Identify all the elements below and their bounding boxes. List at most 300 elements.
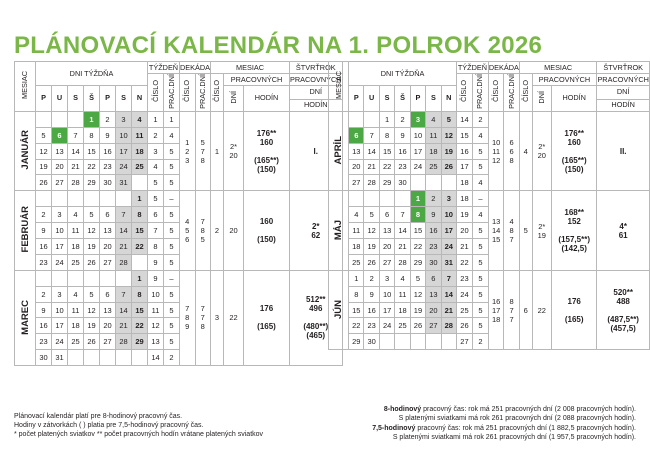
day-cell: 11 — [395, 286, 410, 302]
day-cell: 5 — [410, 270, 425, 286]
summary-text-line: 6 — [509, 137, 514, 147]
week-workdays: 5 — [164, 254, 180, 270]
summary-text-line: 20 — [537, 151, 546, 161]
header-stvrtrok-dni: DNÍ — [290, 86, 343, 100]
week-number: 25 — [457, 302, 473, 318]
day-cell-empty — [379, 191, 394, 207]
month-hours — [552, 191, 597, 270]
month-number: 5 — [519, 191, 532, 270]
day-cell: 6 — [426, 270, 441, 286]
header-dekada-prac — [504, 74, 520, 112]
week-workdays: – — [164, 270, 180, 286]
decade-numbers — [180, 270, 196, 365]
day-cell: 28 — [68, 175, 84, 191]
summary-text-line — [552, 147, 596, 156]
day-cell-empty — [132, 254, 148, 270]
day-cell: 22 — [132, 318, 148, 334]
day-cell: 25 — [426, 159, 441, 175]
day-cell: 13 — [52, 143, 68, 159]
month-name — [329, 270, 349, 349]
summary-text-line: 2* — [538, 142, 546, 152]
header-day-5: S — [426, 86, 441, 112]
header-day-3: Š — [395, 86, 410, 112]
header-mesiac-cislo — [519, 74, 532, 112]
week-row — [15, 191, 343, 207]
week-row — [15, 111, 343, 127]
summary-line: S platenými sviatkami má rok 261 pracovných dní (2 088 pracovných hodín). — [398, 415, 636, 423]
day-cell: 18 — [395, 302, 410, 318]
day-cell: 24 — [379, 318, 394, 334]
header-mesiac-dni — [532, 86, 551, 112]
day-cell-empty — [441, 334, 456, 350]
month-name-text: MAREC — [19, 299, 31, 335]
header-mesiac-dni-text: DNÍ — [228, 91, 238, 104]
summary-text-line: 152 — [567, 217, 581, 227]
week-number: 14 — [457, 111, 473, 127]
day-cell: 22 — [349, 318, 364, 334]
week-number: 22 — [457, 254, 473, 270]
header-day-4: P — [100, 86, 116, 112]
summary-text-line — [552, 306, 596, 315]
month-name-text: JANUÁR — [19, 130, 31, 170]
day-cell: 19 — [84, 239, 100, 255]
header-mesiac-text: MESIAC — [20, 71, 29, 100]
header-dekada-cislo-text: ČÍSLO — [491, 80, 501, 103]
month-workdays — [532, 111, 551, 190]
day-cell: 2 — [100, 111, 116, 127]
day-cell-empty — [68, 191, 84, 207]
day-cell-empty — [84, 270, 100, 286]
day-cell: 8 — [132, 207, 148, 223]
day-cell-empty — [349, 111, 364, 127]
day-cell: 14 — [116, 223, 132, 239]
summary-text-line: 520** — [613, 287, 633, 297]
summary-text-line — [244, 147, 289, 156]
header-pracovnych: PRACOVNÝCH — [532, 74, 597, 86]
summary-text-line: 2* — [538, 221, 546, 231]
week-number: 14 — [148, 350, 164, 366]
day-cell: 26 — [36, 175, 52, 191]
day-cell: 21 — [364, 159, 379, 175]
header-tyzden-prac-text: PRAC.DNÍ — [475, 74, 485, 109]
day-cell: 2 — [36, 207, 52, 223]
summary-text-line: 512** — [305, 295, 326, 305]
day-cell: 27 — [379, 254, 394, 270]
header-mesiac — [15, 62, 36, 112]
summary-text-line: 8 — [509, 226, 514, 236]
day-cell: 7 — [116, 286, 132, 302]
day-cell: 23 — [426, 239, 441, 255]
summary-text-line: 7 — [185, 304, 190, 314]
day-cell: 1 — [84, 111, 100, 127]
month-name-text: FEBRUÁR — [19, 206, 31, 253]
week-workdays: – — [472, 191, 488, 207]
day-cell: 25 — [68, 334, 84, 350]
header-tyzden: TÝŽDEŇ — [457, 62, 488, 72]
summary-text-line: (465) — [306, 331, 326, 341]
week-workdays: 4 — [164, 127, 180, 143]
summary-text-line: 160 — [259, 217, 274, 227]
day-cell: 16 — [36, 318, 52, 334]
header-day-6: N — [132, 86, 148, 112]
quarter-summary — [597, 191, 650, 270]
summary-text-line: 10 — [491, 137, 501, 147]
header-mesiac-group: MESIAC — [211, 62, 290, 74]
week-row — [329, 191, 650, 207]
day-cell-empty — [426, 175, 441, 191]
page-title: PLÁNOVACÍ KALENDÁR NA 1. POLROK 2026 — [14, 32, 543, 59]
summary-text-line: 8 — [509, 296, 514, 306]
day-cell: 13 — [379, 223, 394, 239]
week-number: 6 — [148, 207, 164, 223]
summary-text-line: (150) — [257, 164, 276, 174]
day-cell: 7 — [395, 207, 410, 223]
header-day-1: U — [364, 86, 379, 112]
day-cell: 17 — [379, 302, 394, 318]
day-cell: 5 — [84, 286, 100, 302]
summary-text-line: 9 — [185, 322, 190, 332]
week-number: 3 — [148, 143, 164, 159]
day-cell: 1 — [132, 191, 148, 207]
day-cell: 29 — [410, 254, 425, 270]
summary-text-line: 7 — [200, 304, 205, 314]
quarter-summary — [597, 111, 650, 190]
summary-text-line: 61 — [618, 230, 628, 240]
header-mesiac-text: MESIAC — [333, 71, 343, 100]
header-stvrtrok-hodin: HODÍN — [290, 99, 343, 111]
day-cell: 19 — [84, 318, 100, 334]
day-cell: 21 — [116, 318, 132, 334]
day-cell: 2 — [364, 270, 379, 286]
day-cell: 28 — [116, 254, 132, 270]
decade-workdays — [195, 270, 211, 365]
day-cell: 11 — [68, 223, 84, 239]
day-cell-empty — [364, 111, 379, 127]
summary-text-line: 20 — [229, 226, 238, 236]
day-cell: 12 — [36, 143, 52, 159]
week-number: 4 — [148, 159, 164, 175]
day-cell: 8 — [132, 286, 148, 302]
day-cell: 25 — [68, 254, 84, 270]
day-cell: 19 — [36, 159, 52, 175]
header-day-0: P — [36, 86, 52, 112]
day-cell: 9 — [364, 286, 379, 302]
day-cell: 11 — [68, 302, 84, 318]
month-number: 6 — [519, 270, 532, 349]
day-cell: 8 — [349, 286, 364, 302]
day-cell: 12 — [84, 223, 100, 239]
summary-text-line — [597, 306, 649, 315]
month-name — [15, 270, 36, 365]
day-cell: 23 — [36, 254, 52, 270]
day-cell: 1 — [410, 191, 425, 207]
header-day-6: N — [441, 86, 456, 112]
summary-text-line: (150) — [564, 164, 584, 174]
summary-text-line: 19 — [537, 230, 546, 240]
day-cell: 14 — [68, 143, 84, 159]
day-cell: 24 — [52, 334, 68, 350]
day-cell: 4 — [395, 270, 410, 286]
day-cell-empty — [52, 111, 68, 127]
day-cell: 12 — [410, 286, 425, 302]
day-cell-empty — [84, 350, 100, 366]
day-cell: 27 — [100, 334, 116, 350]
week-workdays: 5 — [164, 286, 180, 302]
day-cell: 19 — [364, 239, 379, 255]
day-cell: 27 — [426, 318, 441, 334]
day-cell: 3 — [52, 286, 68, 302]
month-workdays — [224, 270, 244, 365]
summary-text-line: 4 — [509, 217, 514, 227]
summary-text-line: 8 — [200, 322, 205, 332]
decade-numbers — [488, 191, 504, 270]
day-cell-empty — [132, 350, 148, 366]
day-cell: 13 — [100, 302, 116, 318]
day-cell-empty — [116, 350, 132, 366]
week-workdays: 5 — [164, 207, 180, 223]
header-pracovnych-q: PRACOVNÝCH — [290, 74, 342, 84]
day-cell: 25 — [132, 159, 148, 175]
day-cell: 13 — [100, 223, 116, 239]
day-cell-empty — [395, 191, 410, 207]
day-cell-empty — [68, 350, 84, 366]
day-cell: 18 — [132, 143, 148, 159]
day-cell: 8 — [379, 127, 394, 143]
summary-line: S platenými sviatkami má rok 261 pracovných dní (1 957,5 pracovných hodín). — [392, 434, 636, 442]
header-tyzden-prac — [472, 74, 488, 112]
header-day-3: Š — [84, 86, 100, 112]
day-cell: 9 — [36, 223, 52, 239]
day-cell: 5 — [441, 111, 456, 127]
header-mesiac-cislo-text: ČÍSLO — [520, 80, 530, 103]
day-cell: 21 — [116, 239, 132, 255]
calendar-table-q2 — [328, 61, 650, 350]
header-tyzden-cislo — [457, 74, 473, 112]
week-workdays: 5 — [472, 159, 488, 175]
header-day-5: S — [116, 86, 132, 112]
day-cell: 24 — [441, 239, 456, 255]
day-cell: 31 — [52, 350, 68, 366]
day-cell: 30 — [426, 254, 441, 270]
day-cell: 15 — [410, 223, 425, 239]
day-cell-empty — [100, 350, 116, 366]
month-name-text: APRÍL — [333, 135, 345, 165]
week-workdays: 5 — [164, 239, 180, 255]
month-workdays — [532, 270, 551, 349]
day-cell: 29 — [349, 334, 364, 350]
week-number: 15 — [457, 127, 473, 143]
day-cell: 9 — [100, 127, 116, 143]
month-hours — [244, 270, 290, 365]
decade-workdays — [504, 111, 520, 190]
month-name-text: JÚN — [333, 299, 345, 319]
day-cell: 10 — [441, 207, 456, 223]
day-cell: 8 — [410, 207, 425, 223]
day-cell: 18 — [68, 239, 84, 255]
day-cell: 11 — [349, 223, 364, 239]
header-mesiac — [329, 62, 349, 112]
summary-text-line: 5 — [200, 235, 205, 245]
summary-text-line: 4* — [619, 221, 627, 231]
summary-text-line: 5 — [200, 137, 205, 147]
summary-text-line: (142,5) — [561, 244, 587, 254]
summary-text-line: 176** — [256, 128, 277, 138]
summary-line: 8-hodinový pracovný čas: rok má 251 pracovných dní (2 008 pracovných hodín). — [383, 406, 636, 413]
day-cell: 22 — [132, 239, 148, 255]
day-cell: 11 — [132, 127, 148, 143]
summary-text-line: (150) — [257, 235, 276, 245]
week-number: 5 — [148, 191, 164, 207]
week-workdays: 5 — [472, 143, 488, 159]
header-mesiac-cislo-text: ČÍSLO — [212, 80, 222, 103]
header-dekada: DEKÁDA — [488, 62, 519, 72]
header-stvrtrok-hodin: HODÍN — [597, 99, 650, 111]
decade-workdays — [504, 191, 520, 270]
summary-text-line: 4 — [185, 217, 190, 227]
week-number: 16 — [457, 143, 473, 159]
day-cell-empty — [68, 270, 84, 286]
summary-text-line: (457,5) — [610, 323, 636, 333]
quarter-summary — [597, 270, 650, 349]
day-cell: 1 — [349, 270, 364, 286]
header-dni-tyzdna: DNI TÝŽDŇA — [349, 62, 457, 86]
day-cell: 3 — [379, 270, 394, 286]
day-cell: 17 — [441, 223, 456, 239]
week-workdays: 5 — [164, 143, 180, 159]
day-cell: 20 — [349, 159, 364, 175]
month-name — [329, 111, 349, 190]
day-cell: 6 — [100, 286, 116, 302]
week-workdays: 5 — [164, 318, 180, 334]
header-mesiac-dni — [224, 86, 244, 112]
month-workdays — [532, 191, 551, 270]
day-cell: 30 — [364, 334, 379, 350]
summary-text-line: 12 — [491, 155, 501, 165]
summary-text-line: 20 — [229, 151, 238, 161]
day-cell: 9 — [426, 207, 441, 223]
week-workdays: 4 — [472, 207, 488, 223]
week-number: 11 — [148, 302, 164, 318]
day-cell: 26 — [84, 334, 100, 350]
day-cell: 5 — [84, 207, 100, 223]
summary-text-line: 7 — [200, 313, 205, 323]
summary-text-line: 488 — [616, 296, 630, 306]
day-cell: 17 — [52, 239, 68, 255]
summary-text-line: I. — [313, 146, 318, 156]
day-cell-empty — [379, 334, 394, 350]
day-cell: 25 — [349, 254, 364, 270]
day-cell: 31 — [441, 254, 456, 270]
header-dekada-cislo — [488, 74, 504, 112]
calendar-table-q1 — [14, 61, 343, 366]
day-cell: 16 — [100, 143, 116, 159]
week-workdays: 5 — [164, 223, 180, 239]
decade-workdays — [504, 270, 520, 349]
day-cell: 18 — [426, 143, 441, 159]
day-cell: 1 — [379, 111, 394, 127]
day-cell: 23 — [36, 334, 52, 350]
week-number: 24 — [457, 286, 473, 302]
day-cell: 28 — [441, 318, 456, 334]
day-cell: 28 — [116, 334, 132, 350]
day-cell: 2 — [426, 191, 441, 207]
decade-numbers — [488, 111, 504, 190]
day-cell: 3 — [116, 111, 132, 127]
header-mesiac-cislo — [211, 74, 224, 112]
day-cell: 15 — [379, 143, 394, 159]
day-cell: 29 — [132, 334, 148, 350]
day-cell: 4 — [68, 286, 84, 302]
day-cell: 16 — [395, 143, 410, 159]
week-number: 9 — [148, 270, 164, 286]
week-workdays: 5 — [164, 175, 180, 191]
week-workdays: 5 — [472, 302, 488, 318]
week-number: 19 — [457, 207, 473, 223]
week-workdays: 4 — [472, 127, 488, 143]
day-cell: 22 — [84, 159, 100, 175]
day-cell-empty — [364, 191, 379, 207]
header-dekada-prac-text: PRAC.DNÍ — [506, 74, 516, 109]
summary-line: 7,5-hodinový pracovný čas: rok má 251 pracovných dní (1 882,5 pracovných hodín). — [372, 424, 636, 432]
summary-text-line: 6 — [509, 146, 514, 156]
summary-text-line: 8 — [185, 313, 190, 323]
header-tyzden-prac-text: PRAC.DNÍ — [166, 74, 176, 109]
week-workdays: 1 — [164, 111, 180, 127]
header-dekada-prac — [195, 74, 211, 112]
day-cell: 26 — [410, 318, 425, 334]
header-tyzden-cislo-text: ČÍSLO — [459, 80, 469, 103]
day-cell: 10 — [410, 127, 425, 143]
day-cell: 19 — [410, 302, 425, 318]
week-workdays: 5 — [164, 159, 180, 175]
summary-text-line: 17 — [491, 305, 501, 315]
summary-text-line: (157,5**) — [558, 235, 590, 245]
decade-numbers — [180, 111, 196, 190]
day-cell: 7 — [364, 127, 379, 143]
summary-text-line: 8 — [200, 226, 205, 236]
day-cell-empty — [52, 191, 68, 207]
day-cell-empty — [132, 175, 148, 191]
day-cell: 6 — [379, 207, 394, 223]
day-cell: 26 — [441, 159, 456, 175]
day-cell: 7 — [441, 270, 456, 286]
day-cell: 6 — [100, 207, 116, 223]
day-cell: 10 — [52, 223, 68, 239]
header-tyzden-cislo — [148, 74, 164, 112]
summary-text-line — [244, 313, 289, 322]
day-cell: 9 — [395, 127, 410, 143]
week-number: 7 — [148, 223, 164, 239]
summary-text-line: 160 — [567, 137, 581, 147]
header-day-2: S — [68, 86, 84, 112]
summary-text-line: 13 — [491, 217, 501, 227]
day-cell-empty — [349, 191, 364, 207]
day-cell: 24 — [410, 159, 425, 175]
day-cell: 17 — [410, 143, 425, 159]
header-dekada-prac-text: PRAC.DNÍ — [197, 74, 207, 109]
day-cell: 27 — [349, 175, 364, 191]
week-workdays: 5 — [472, 239, 488, 255]
day-cell: 18 — [349, 239, 364, 255]
summary-text-line: 176** — [564, 128, 584, 138]
month-hours — [552, 270, 597, 349]
day-cell: 4 — [68, 207, 84, 223]
day-cell: 21 — [395, 239, 410, 255]
day-cell: 10 — [379, 286, 394, 302]
day-cell-empty — [410, 334, 425, 350]
day-cell: 31 — [116, 175, 132, 191]
day-cell: 7 — [116, 207, 132, 223]
